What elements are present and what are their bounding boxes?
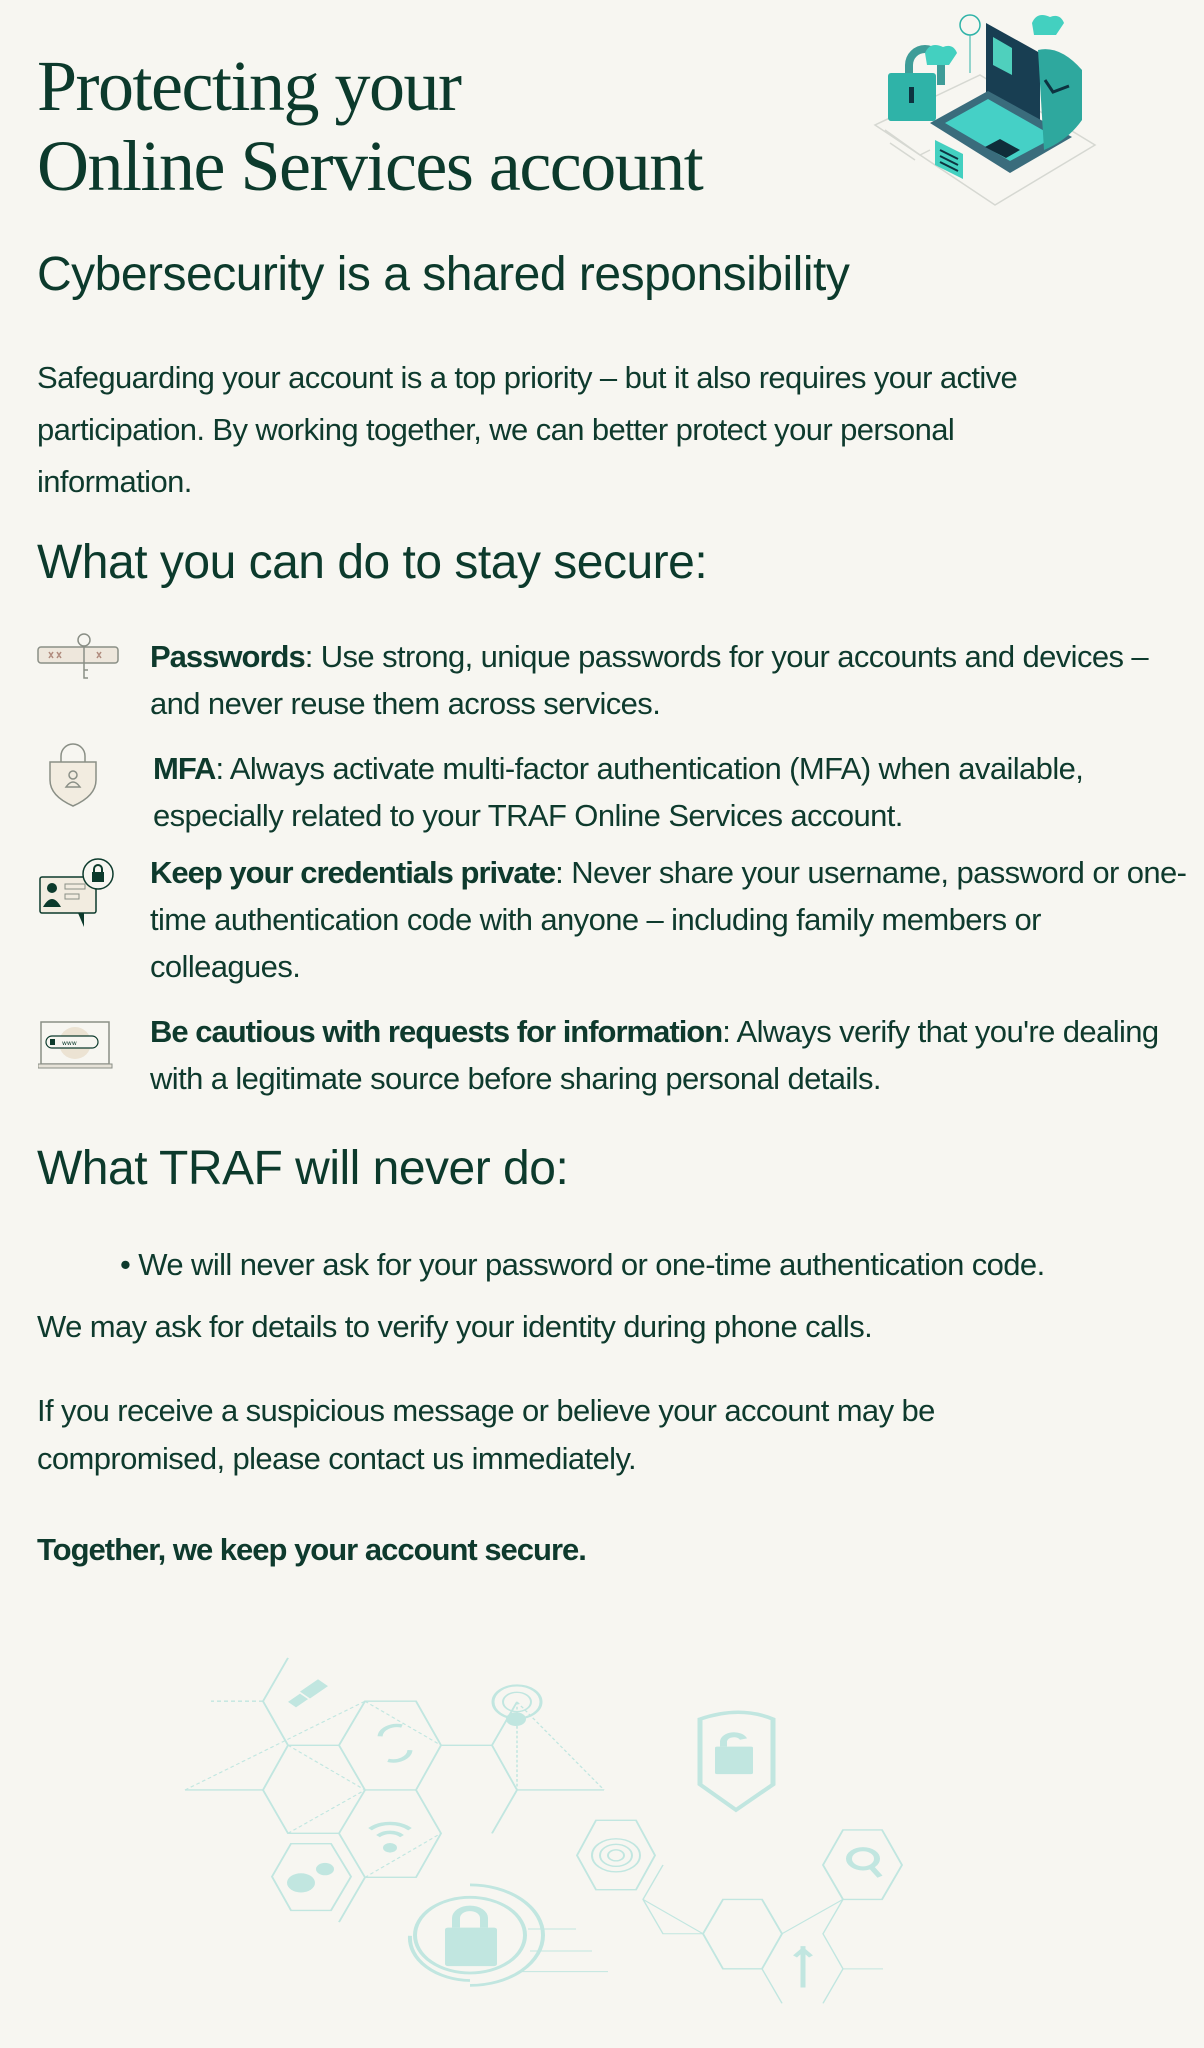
verify-note: We may ask for details to verify your identity during phone calls. (37, 1309, 873, 1344)
web-browser-icon (38, 1020, 116, 1070)
tip-title: Keep your credentials private (150, 855, 556, 890)
private-credentials-icon (38, 857, 118, 927)
tip-title: Be cautious with requests for information (150, 1014, 723, 1049)
url-text: www (62, 1040, 77, 1047)
bullet-icon: • (120, 1247, 139, 1282)
contact-paragraph: If you receive a suspicious message or believe your account may be compromised, please contact us immediately. (37, 1393, 935, 1476)
secure-heading: What you can do to stay secure: (37, 536, 708, 589)
page-title (37, 46, 702, 206)
tip-cautious-requests (150, 1008, 1190, 1102)
tip-title: MFA (153, 751, 216, 786)
tip-private-credentials (150, 849, 1190, 990)
tip-text: : Always activate multi-factor authentication (MFA) when available, especially related to your TRAF Online Services account. (153, 751, 1084, 833)
title-line-2: Online Services account (37, 126, 703, 206)
tip-title: Passwords (150, 639, 305, 674)
tip-passwords (150, 633, 1190, 727)
tip-text: : Always verify that you're dealing with a legitimate source before sharing personal details. (150, 1014, 1159, 1096)
bullet-text: We will never ask for your password or one-time authentication code. (138, 1247, 1045, 1282)
subtitle: Cybersecurity is a shared responsibility (37, 248, 850, 301)
password-key-icon (37, 632, 121, 682)
cyber-network-illustration (160, 1640, 920, 2040)
never-bullet (120, 1241, 1160, 1288)
closing-statement: Together, we keep your account secure. (37, 1532, 586, 1567)
shield-lock-icon (48, 742, 98, 808)
tip-text: : Never share your username, password or one-time authentication code with anyone – including family members or colleagues. (150, 855, 1187, 984)
intro-paragraph: Safeguarding your account is a top priority – but it also requires your active participation. By working together, we can better protect your personal information. (37, 360, 1018, 499)
tip-mfa (153, 745, 1193, 839)
laptop-security-illustration (860, 5, 1100, 210)
never-heading: What TRAF will never do: (37, 1142, 569, 1195)
tip-text: : Use strong, unique passwords for your accounts and devices – and never reuse them across services. (150, 639, 1149, 721)
title-line-1: Protecting your (37, 46, 461, 126)
